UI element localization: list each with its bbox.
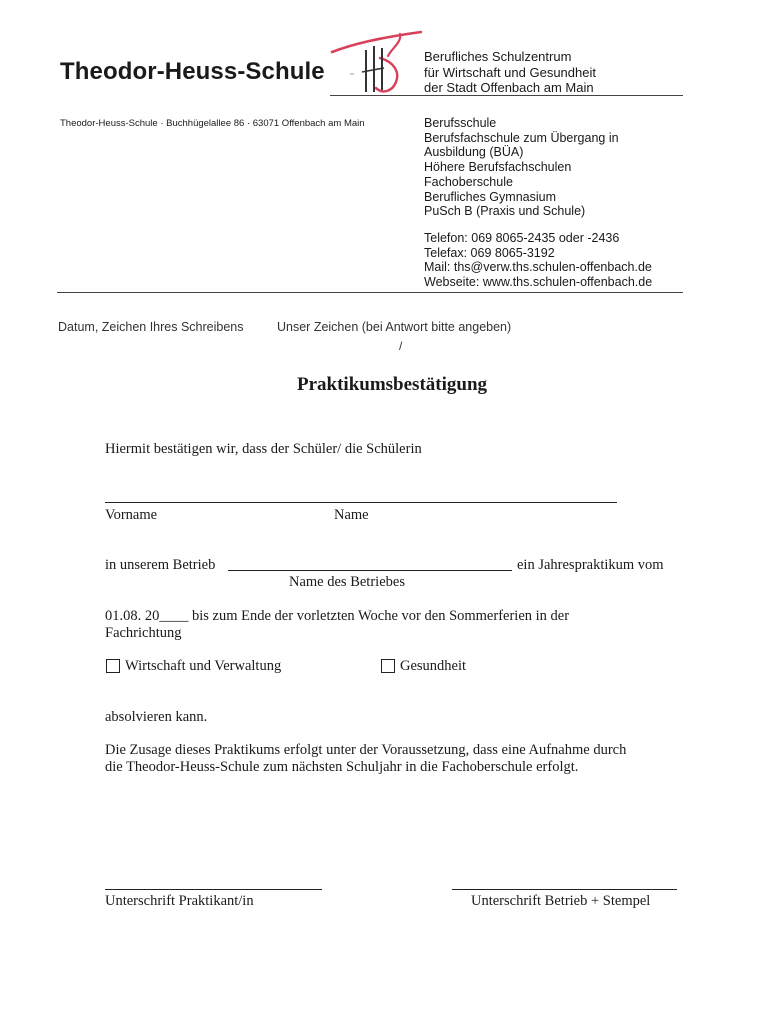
document-title: Praktikumsbestätigung [296,374,488,395]
reference-left-label: Datum, Zeichen Ihres Schreibens [58,320,244,334]
school-type-item: PuSch B (Praxis und Schule) [424,204,586,219]
completion-text: absolvieren kann. [105,709,208,725]
school-type-item: Berufliches Gymnasium [424,189,556,204]
institution-block [424,49,596,96]
company-prefix: in unserem Betrieb [105,557,216,573]
school-type-item: Ausbildung (BÜA) [424,145,524,160]
fachrichtung-label: Fachrichtung [105,625,182,641]
signature-company-line[interactable] [452,889,677,890]
checkbox-wirtschaft[interactable] [106,659,120,673]
reference-right-label: Unser Zeichen (bei Antwort bitte angeben) [277,320,512,334]
company-caption: Name des Betriebes [289,574,405,590]
signature-company-label: Unterschrift Betrieb + Stempel [471,893,651,909]
company-name-line[interactable] [228,570,512,571]
signature-intern-line[interactable] [105,889,322,890]
condition-line-2: die Theodor-Heuss-Schule zum nächsten Schuljahr in die Fachoberschule erfolgt. [105,759,579,775]
contact-website: Webseite: www.ths.schulen-offenbach.de [424,275,653,290]
signature-intern-label: Unterschrift Praktikant/in [105,893,254,909]
contact-fax: Telefax: 069 8065-3192 [424,245,555,260]
address-divider [57,292,683,293]
school-type-item: Berufsschule [424,116,497,130]
condition-line-1: Die Zusage dieses Praktikums erfolgt unter der Voraussetzung, dass eine Aufnahme durch [105,742,627,758]
label-name: Name [334,507,369,523]
sender-address: Theodor-Heuss-Schule · Buchhügelallee 86 · 63071 Offenbach am Main [60,118,365,129]
contact-block [424,231,652,290]
option-gesundheit-label: Gesundheit [400,658,467,674]
option-wirtschaft-label: Wirtschaft und Verwaltung [125,658,282,674]
reference-slash: / [399,339,403,353]
contact-phone: Telefon: 069 8065-2435 oder -2436 [424,231,620,245]
intro-text: Hiermit bestätigen wir, dass der Schüler/ die Schülerin [105,441,422,457]
student-name-line[interactable] [105,502,617,503]
header-divider [330,95,683,96]
period-text: 01.08. 20____ bis zum Ende der vorletzten Woche vor den Sommerferien in der [105,608,570,624]
institution-line: der Stadt Offenbach am Main [424,80,594,95]
institution-line: für Wirtschaft und Gesundheit [424,64,596,80]
institution-line: Berufliches Schulzentrum [424,49,572,64]
school-types-list [424,116,619,219]
contact-mail: Mail: ths@verw.ths.schulen-offenbach.de [424,260,652,275]
school-type-item: Berufsfachschule zum Übergang in [424,130,619,145]
school-logo-icon [328,28,422,96]
school-type-item: Höhere Berufsfachschulen [424,160,572,175]
label-vorname: Vorname [105,507,158,523]
checkbox-gesundheit[interactable] [381,659,395,673]
company-suffix: ein Jahrespraktikum vom [517,557,664,573]
school-name: Theodor-Heuss-Schule [60,58,325,85]
school-type-item: Fachoberschule [424,174,513,189]
